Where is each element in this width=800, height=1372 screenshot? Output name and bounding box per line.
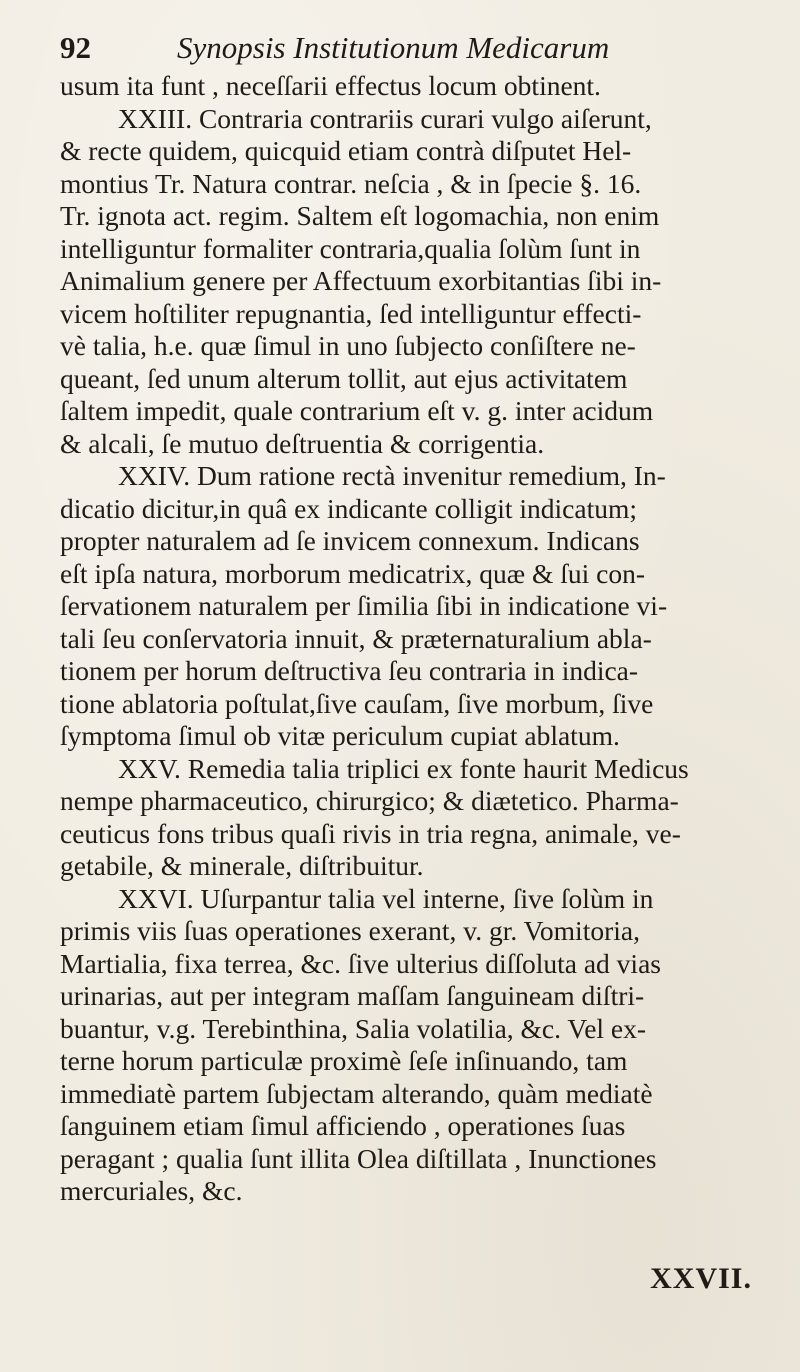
text-line: ceuticus fons tribus quaſi rivis in tria regna, animale, ve-	[60, 817, 681, 849]
text-line: tionem per horum deſtructiva ſeu contraria in indica-	[60, 655, 639, 686]
text-line: queant, ſed unum alterum tollit, aut ejus activitatem	[60, 362, 628, 394]
text-line: buantur, v.g. Terebinthina, Salia volatilia, &c. Vel ex-	[60, 1012, 647, 1044]
text-line: tione ablatoria poſtulat,ſive cauſam, ſive morbum, ſive	[60, 687, 654, 719]
text-line: Martialia, fixa terrea, &c. ſive ulterius diſſoluta ad vias	[60, 947, 661, 979]
text-line: ſaltem impedit, quale contrarium eſt v. g. inter acidum	[60, 395, 654, 426]
text-line: Animalium genere per Affectuum exorbitantias ſibi in-	[60, 265, 662, 296]
text-line: terne horum particulæ proximè ſeſe inſinuando, tam	[60, 1045, 628, 1076]
text-line: tali ſeu conſervatoria innuit, & præternaturalium abla-	[60, 622, 652, 654]
body-text	[60, 70, 780, 1208]
running-head: Synopsis Institutionum Medicarum	[177, 30, 610, 65]
text-line: Tr. ignota act. regim. Saltem eſt logomachia, non enim	[60, 200, 660, 231]
text-line: XXIII. Contraria contrariis curari vulgo aiſerunt,	[118, 102, 652, 134]
text-line: getabile, & minerale, diſtribuitur.	[60, 850, 424, 881]
text-line: urinarias, aut per integram maſſam ſanguineam diſtri-	[60, 980, 645, 1011]
page-header	[60, 28, 760, 68]
text-line: XXVI. Uſurpantur talia vel interne, ſive ſolùm in	[118, 882, 654, 914]
text-line: montius Tr. Natura contrar. neſcia , & in ſpecie §. 16.	[60, 167, 642, 199]
text-line: usum ita funt , neceſſarii effectus locum obtinent.	[60, 70, 601, 101]
text-line: immediatè partem ſubjectam alterando, quàm mediatè	[60, 1077, 653, 1109]
text-line: eſt ipſa natura, morborum medicatrix, quæ & ſui con-	[60, 557, 645, 589]
text-line: primis viis ſuas operationes exerant, v. gr. Vomitoria,	[60, 915, 640, 946]
text-line: propter naturalem ad ſe invicem connexum. Indicans	[60, 525, 640, 556]
text-line: vicem hoſtiliter repugnantia, ſed intelliguntur effecti-	[60, 297, 642, 329]
text-line: & recte quidem, quicquid etiam contrà diſputet Hel-	[60, 135, 632, 166]
text-line: ſymptoma ſimul ob vitæ periculum cupiat ablatum.	[60, 720, 620, 751]
text-line: intelliguntur formaliter contraria,qualia ſolùm ſunt in	[60, 232, 641, 264]
text-line: nempe pharmaceutico, chirurgico; & diætetico. Pharma-	[60, 785, 679, 816]
text-line: & alcali, ſe mutuo deſtruentia & corrigentia.	[60, 427, 545, 459]
text-line: vè talia, h.e. quæ ſimul in uno ſubjecto conſiſtere ne-	[60, 330, 636, 361]
text-line: XXIV. Dum ratione rectà invenitur remedium, In-	[118, 460, 666, 491]
text-line: peragant ; qualia ſunt illita Olea diſtillata , Inunctiones	[60, 1142, 657, 1174]
text-line: ſanguinem etiam ſimul afficiendo , operationes ſuas	[60, 1110, 626, 1141]
text-line: ſervationem naturalem per ſimilia ſibi in indicatione vi-	[60, 590, 668, 621]
text-line: dicatio dicitur,in quâ ex indicante colligit indicatum;	[60, 492, 638, 524]
catchword: XXVII.	[650, 1262, 752, 1295]
text-line: XXV. Remedia talia triplici ex fonte haurit Medicus	[118, 752, 689, 784]
page-number: 92	[60, 30, 91, 65]
text-line: mercuriales, &c.	[60, 1175, 243, 1206]
